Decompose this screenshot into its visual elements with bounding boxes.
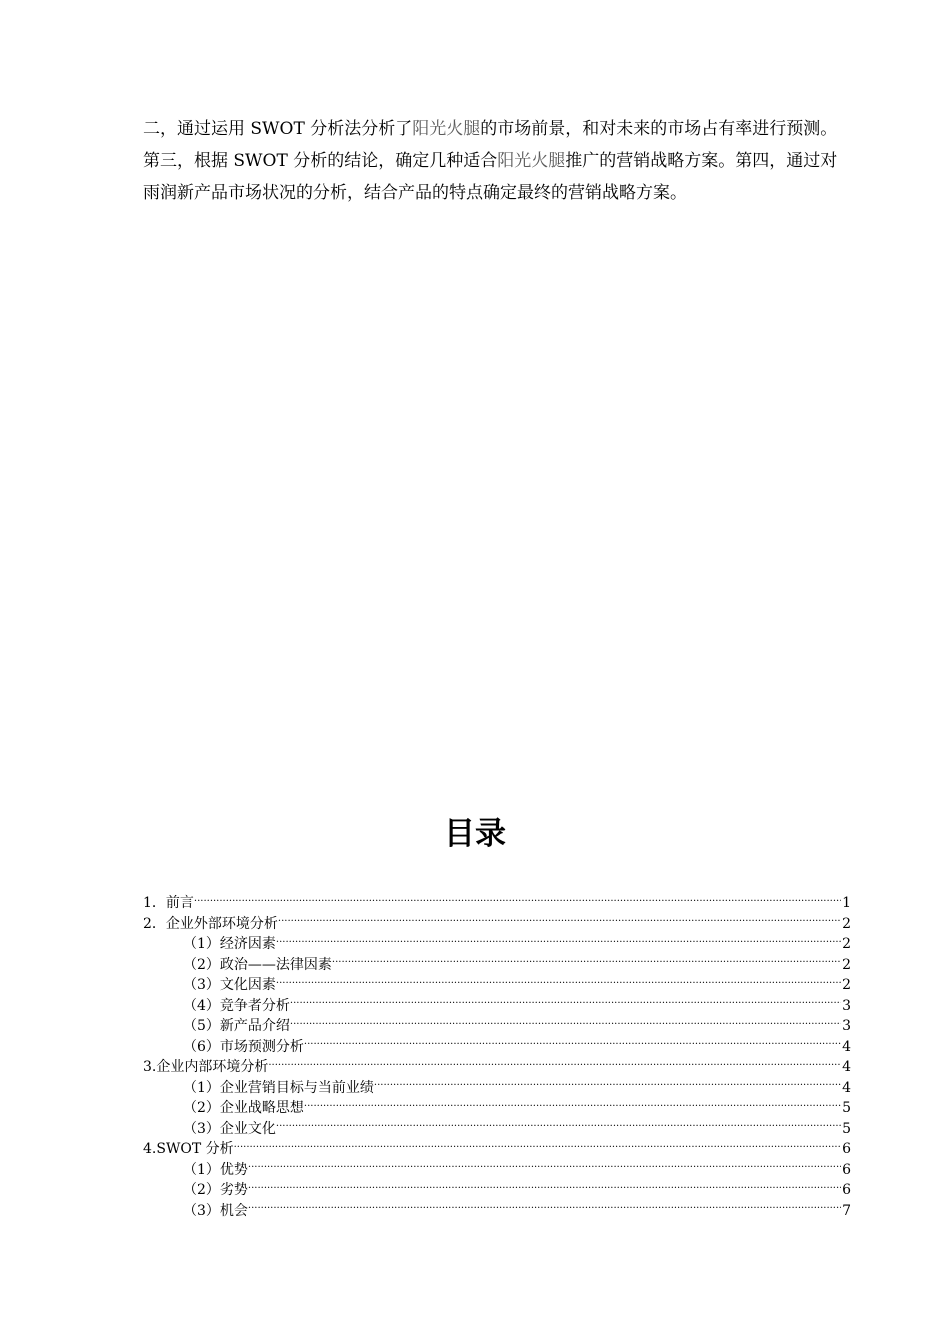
toc-entry[interactable]	[143, 1098, 851, 1119]
toc-entry[interactable]	[143, 1037, 851, 1058]
toc-entry[interactable]	[143, 1180, 851, 1201]
toc-entry-page: 2	[842, 956, 851, 973]
toc-dot-leader	[304, 1037, 841, 1051]
toc-dot-leader	[304, 1098, 841, 1112]
toc-entry[interactable]	[143, 893, 851, 914]
toc-entry[interactable]	[143, 975, 851, 996]
toc-entry[interactable]	[143, 1139, 851, 1160]
toc-dot-leader	[276, 1119, 841, 1133]
toc-entry-page: 6	[842, 1161, 851, 1178]
toc-entry-label: （2）企业战略思想	[183, 1100, 304, 1116]
table-of-contents	[143, 893, 851, 1221]
toc-entry-page: 6	[842, 1182, 851, 1198]
toc-entry-label: （2）劣势	[183, 1182, 248, 1198]
toc-entry-label: （1）经济因素	[183, 936, 276, 952]
toc-entry-label: （4）竞争者分析	[183, 997, 290, 1014]
toc-entry[interactable]	[143, 1160, 851, 1181]
toc-entry-label: 1．前言	[143, 895, 194, 911]
brand-name: 阳光火腿	[412, 119, 481, 139]
toc-entry-label: （3）企业文化	[183, 1120, 276, 1137]
toc-entry[interactable]	[143, 955, 851, 976]
toc-title: 目录	[444, 816, 506, 852]
toc-entry-page: 4	[842, 1079, 851, 1096]
toc-entry[interactable]	[143, 1057, 851, 1078]
toc-dot-leader	[194, 893, 841, 907]
toc-entry-page: 7	[842, 1202, 851, 1219]
toc-entry-label: （5）新产品介绍	[183, 1018, 290, 1034]
toc-entry[interactable]	[143, 1119, 851, 1140]
toc-entry-label: （1）优势	[183, 1161, 248, 1178]
toc-dot-leader	[248, 1160, 841, 1174]
toc-entry-label: （2）政治——法律因素	[183, 956, 332, 973]
toc-entry[interactable]	[143, 1078, 851, 1099]
toc-entry-page: 2	[842, 936, 851, 952]
toc-entry-label: （3）机会	[183, 1202, 248, 1219]
toc-entry-page: 4	[842, 1059, 851, 1075]
toc-entry-page: 4	[842, 1038, 851, 1055]
intro-text-1: 二，通过运用 SWOT 分析法分析了	[143, 119, 413, 139]
intro-text-2: 的市场前景，和对未来的市场占有率进行预测。第三，根据 SWOT 分析的结论，确定几种适合	[143, 119, 838, 171]
toc-dot-leader	[268, 1057, 841, 1071]
toc-dot-leader	[332, 955, 841, 969]
toc-entry-page: 5	[842, 1100, 851, 1116]
toc-entry-page: 2	[842, 915, 851, 932]
toc-entry[interactable]	[143, 1016, 851, 1037]
toc-entry[interactable]	[143, 996, 851, 1017]
toc-entry-page: 2	[842, 977, 851, 993]
intro-paragraph	[143, 113, 851, 209]
toc-entry-page: 1	[842, 895, 851, 911]
toc-entry-label: （6）市场预测分析	[183, 1038, 304, 1055]
toc-entry[interactable]	[143, 1201, 851, 1222]
toc-entry[interactable]	[143, 934, 851, 955]
toc-entry-page: 5	[842, 1120, 851, 1137]
toc-dot-leader	[234, 1139, 841, 1153]
toc-dot-leader	[248, 1201, 841, 1215]
toc-entry-page: 6	[842, 1141, 851, 1157]
toc-entry-page: 3	[842, 1018, 851, 1034]
toc-dot-leader	[290, 996, 841, 1010]
toc-dot-leader	[290, 1016, 841, 1030]
toc-dot-leader	[276, 934, 841, 948]
toc-entry-label: 2．企业外部环境分析	[143, 915, 278, 932]
toc-entry-label: （3）文化因素	[183, 977, 276, 993]
toc-entry-page: 3	[842, 997, 851, 1014]
intro-text-3: 推广的营销战略方案。第四，通过对雨润新产品市场状况的分析，结合产品的特点确定最终的营销战略方案。	[143, 151, 838, 203]
toc-entry[interactable]	[143, 914, 851, 935]
toc-entry-label: （1）企业营销目标与当前业绩	[183, 1079, 374, 1096]
toc-dot-leader	[278, 914, 841, 928]
toc-dot-leader	[374, 1078, 841, 1092]
toc-dot-leader	[248, 1180, 841, 1194]
toc-dot-leader	[276, 975, 841, 989]
toc-entry-label: 4.SWOT 分析	[143, 1141, 234, 1157]
brand-name: 阳光火腿	[497, 151, 566, 171]
toc-entry-label: 3.企业内部环境分析	[143, 1059, 269, 1075]
